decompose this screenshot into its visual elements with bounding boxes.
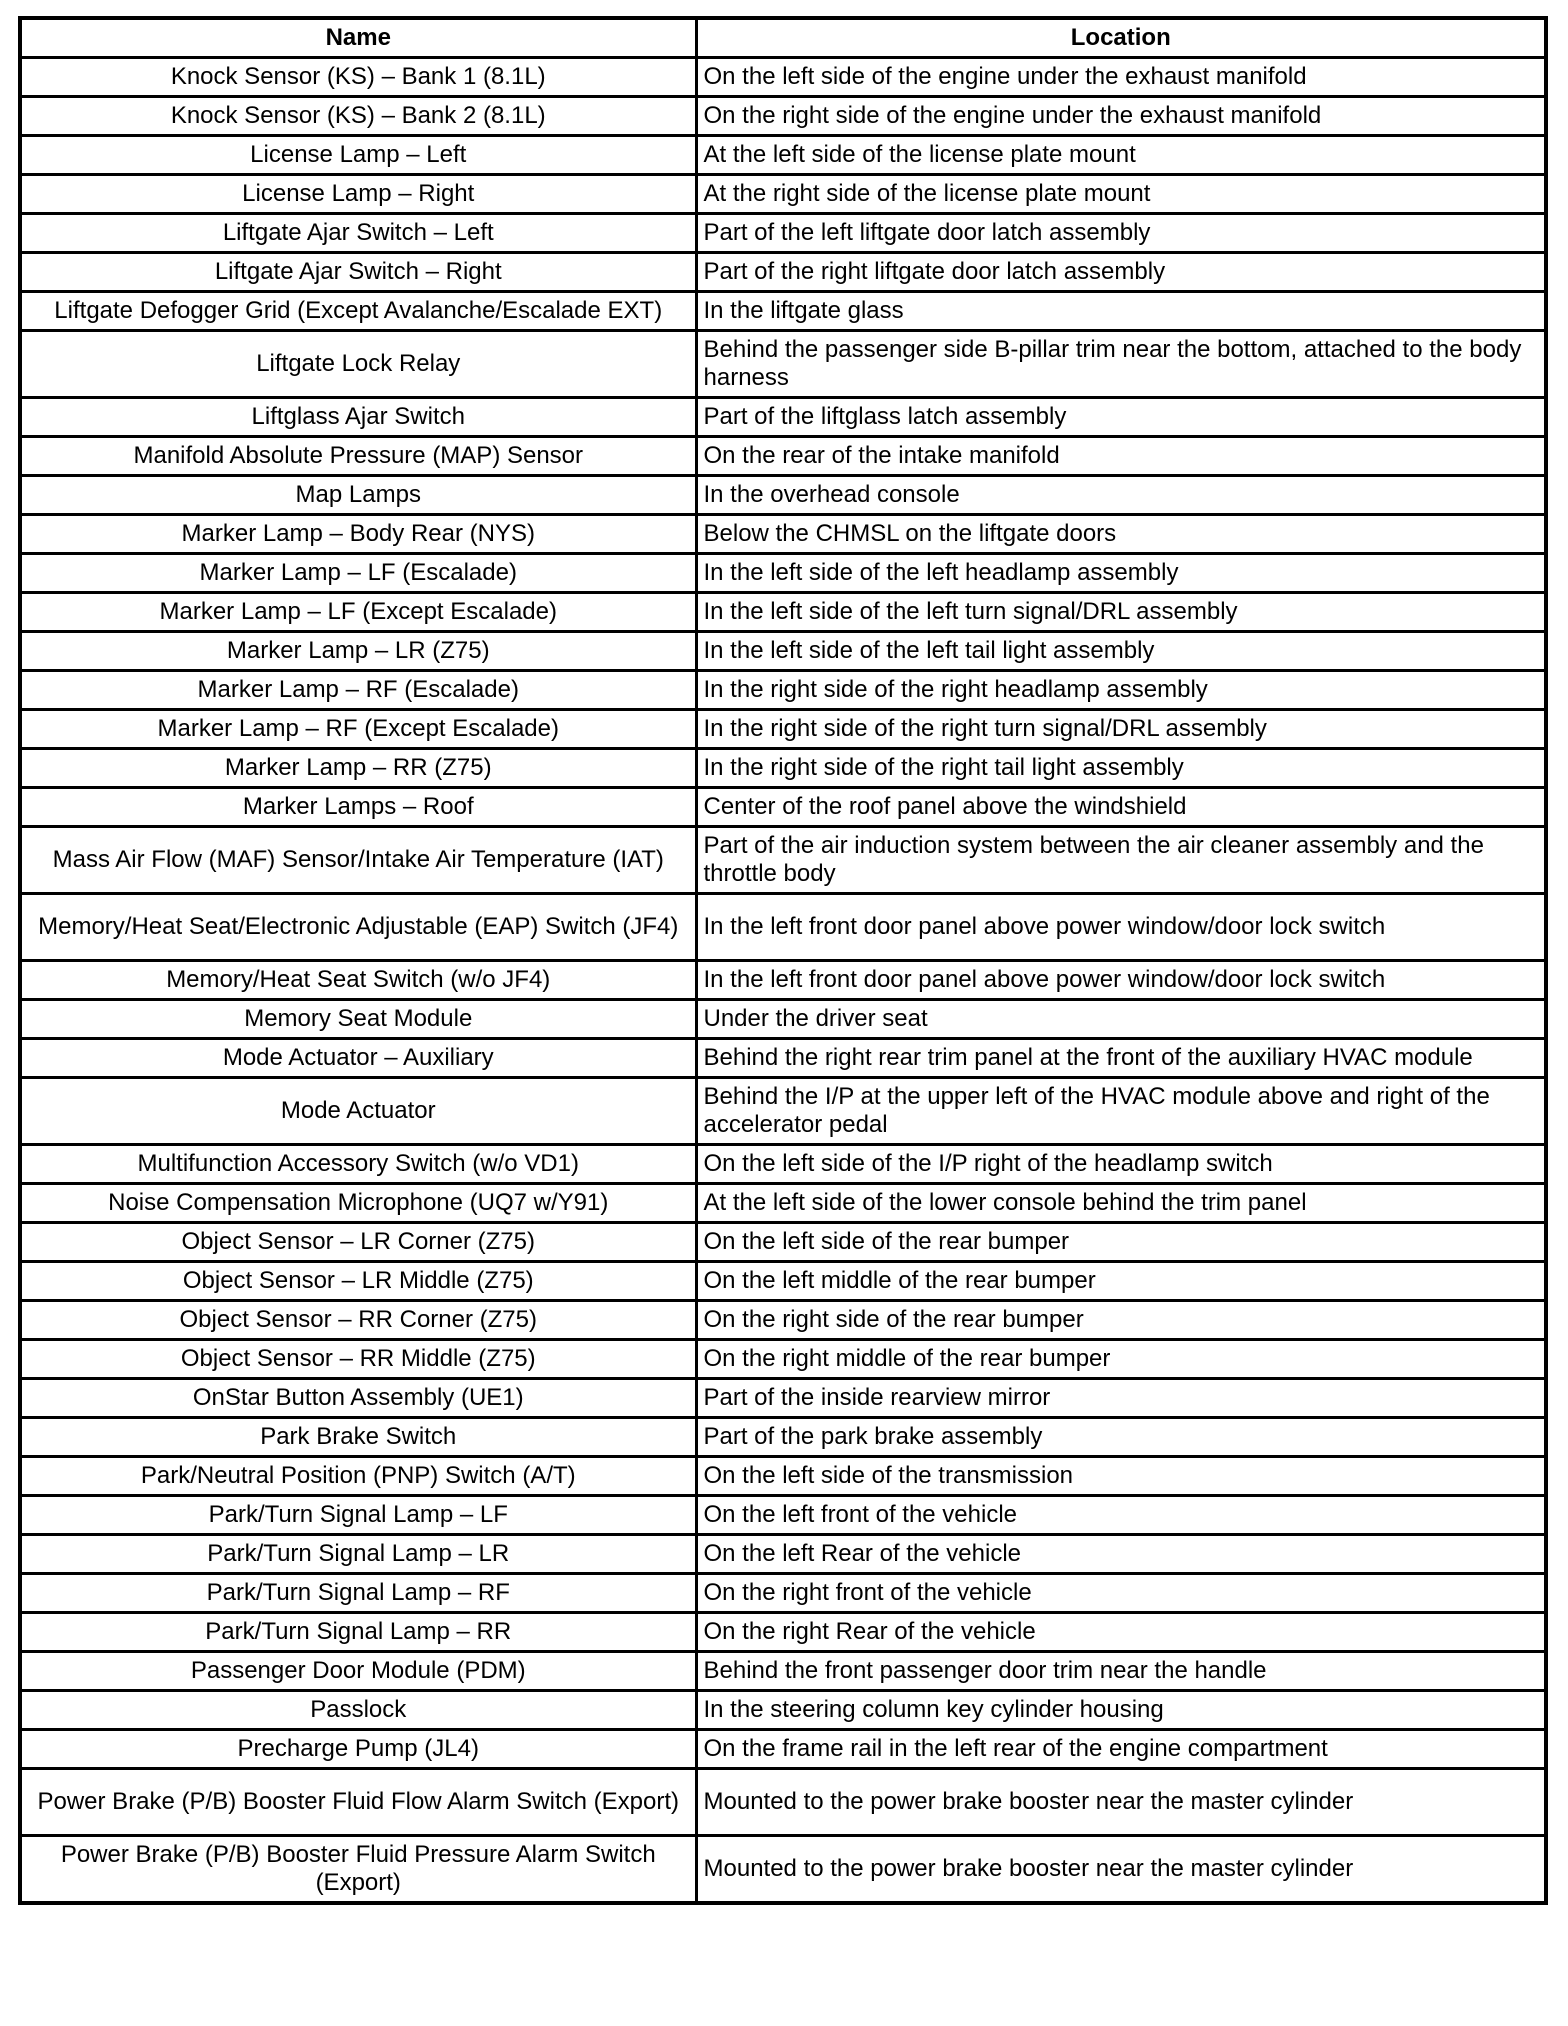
- component-location-cell: On the right side of the rear bumper: [696, 1301, 1546, 1340]
- component-name-cell: Passlock: [20, 1691, 696, 1730]
- table-row: [20, 1652, 1546, 1691]
- component-location-cell: Under the driver seat: [696, 1000, 1546, 1039]
- table-row: [20, 1145, 1546, 1184]
- component-name-cell: Liftgate Defogger Grid (Except Avalanche/Escalade EXT): [20, 292, 696, 331]
- component-name-cell: Marker Lamp – RF (Except Escalade): [20, 710, 696, 749]
- component-location-cell: Part of the air induction system between the air cleaner assembly and the throttle body: [696, 827, 1546, 894]
- component-location-cell: Part of the park brake assembly: [696, 1418, 1546, 1457]
- component-name-cell: Noise Compensation Microphone (UQ7 w/Y91): [20, 1184, 696, 1223]
- component-location-cell: Behind the right rear trim panel at the front of the auxiliary HVAC module: [696, 1039, 1546, 1078]
- component-name-cell: Passenger Door Module (PDM): [20, 1652, 696, 1691]
- component-name-cell: Liftglass Ajar Switch: [20, 398, 696, 437]
- component-name-cell: Marker Lamp – LF (Except Escalade): [20, 593, 696, 632]
- component-name-cell: Liftgate Ajar Switch – Left: [20, 214, 696, 253]
- component-location-cell: In the overhead console: [696, 476, 1546, 515]
- table-row: [20, 710, 1546, 749]
- component-name-cell: Liftgate Ajar Switch – Right: [20, 253, 696, 292]
- component-name-cell: Knock Sensor (KS) – Bank 1 (8.1L): [20, 58, 696, 97]
- component-name-cell: Marker Lamps – Roof: [20, 788, 696, 827]
- component-name-cell: Object Sensor – LR Middle (Z75): [20, 1262, 696, 1301]
- component-name-cell: Precharge Pump (JL4): [20, 1730, 696, 1769]
- component-location-cell: At the left side of the lower console behind the trim panel: [696, 1184, 1546, 1223]
- table-row: [20, 1184, 1546, 1223]
- component-location-cell: Behind the passenger side B-pillar trim near the bottom, attached to the body harness: [696, 331, 1546, 398]
- component-name-cell: Memory/Heat Seat Switch (w/o JF4): [20, 961, 696, 1000]
- component-location-cell: Behind the front passenger door trim near the handle: [696, 1652, 1546, 1691]
- component-location-cell: On the rear of the intake manifold: [696, 437, 1546, 476]
- table-row: [20, 476, 1546, 515]
- component-location-cell: On the left side of the rear bumper: [696, 1223, 1546, 1262]
- component-name-cell: Knock Sensor (KS) – Bank 2 (8.1L): [20, 97, 696, 136]
- table-row: [20, 1496, 1546, 1535]
- component-location-cell: In the steering column key cylinder housing: [696, 1691, 1546, 1730]
- component-location-cell: On the right side of the engine under the exhaust manifold: [696, 97, 1546, 136]
- component-location-cell: Behind the I/P at the upper left of the HVAC module above and right of the accelerator pedal: [696, 1078, 1546, 1145]
- component-location-cell: On the left middle of the rear bumper: [696, 1262, 1546, 1301]
- table-row: [20, 515, 1546, 554]
- table-row: [20, 1730, 1546, 1769]
- table-row: [20, 788, 1546, 827]
- component-location-cell: On the right front of the vehicle: [696, 1574, 1546, 1613]
- component-name-cell: Object Sensor – RR Corner (Z75): [20, 1301, 696, 1340]
- component-location-cell: Mounted to the power brake booster near the master cylinder: [696, 1769, 1546, 1836]
- component-name-cell: Park/Turn Signal Lamp – RF: [20, 1574, 696, 1613]
- component-name-cell: Marker Lamp – LF (Escalade): [20, 554, 696, 593]
- component-name-cell: Park/Neutral Position (PNP) Switch (A/T): [20, 1457, 696, 1496]
- component-name-cell: Memory Seat Module: [20, 1000, 696, 1039]
- table-row: [20, 894, 1546, 961]
- component-location-cell: At the right side of the license plate mount: [696, 175, 1546, 214]
- table-row: [20, 398, 1546, 437]
- component-name-cell: Marker Lamp – Body Rear (NYS): [20, 515, 696, 554]
- component-location-cell: In the left side of the left tail light assembly: [696, 632, 1546, 671]
- column-header-location: Location: [696, 18, 1546, 58]
- component-location-cell: In the right side of the right headlamp assembly: [696, 671, 1546, 710]
- table-row: [20, 1340, 1546, 1379]
- component-location-cell: Center of the roof panel above the windshield: [696, 788, 1546, 827]
- component-name-cell: Park/Turn Signal Lamp – LR: [20, 1535, 696, 1574]
- component-location-cell: In the right side of the right tail light assembly: [696, 749, 1546, 788]
- component-location-cell: Part of the left liftgate door latch assembly: [696, 214, 1546, 253]
- component-name-cell: Park/Turn Signal Lamp – LF: [20, 1496, 696, 1535]
- table-row: [20, 1613, 1546, 1652]
- table-body: [20, 58, 1546, 1904]
- table-row: [20, 58, 1546, 97]
- component-location-cell: On the right Rear of the vehicle: [696, 1613, 1546, 1652]
- component-location-cell: At the left side of the license plate mount: [696, 136, 1546, 175]
- table-row: [20, 97, 1546, 136]
- table-row: [20, 437, 1546, 476]
- table-row: [20, 827, 1546, 894]
- component-name-cell: Power Brake (P/B) Booster Fluid Flow Alarm Switch (Export): [20, 1769, 696, 1836]
- component-location-cell: On the left side of the I/P right of the headlamp switch: [696, 1145, 1546, 1184]
- table-row: [20, 136, 1546, 175]
- component-location-cell: On the left front of the vehicle: [696, 1496, 1546, 1535]
- component-location-cell: On the right middle of the rear bumper: [696, 1340, 1546, 1379]
- component-name-cell: Power Brake (P/B) Booster Fluid Pressure Alarm Switch (Export): [20, 1836, 696, 1904]
- table-row: [20, 749, 1546, 788]
- component-location-cell: Part of the right liftgate door latch assembly: [696, 253, 1546, 292]
- component-name-cell: License Lamp – Left: [20, 136, 696, 175]
- component-location-cell: Below the CHMSL on the liftgate doors: [696, 515, 1546, 554]
- table-row: [20, 1039, 1546, 1078]
- table-row: [20, 1418, 1546, 1457]
- component-name-cell: Multifunction Accessory Switch (w/o VD1): [20, 1145, 696, 1184]
- table-row: [20, 1078, 1546, 1145]
- component-name-cell: OnStar Button Assembly (UE1): [20, 1379, 696, 1418]
- table-row: [20, 1535, 1546, 1574]
- table-row: [20, 1379, 1546, 1418]
- table-row: [20, 1769, 1546, 1836]
- component-location-cell: Part of the liftglass latch assembly: [696, 398, 1546, 437]
- table-row: [20, 671, 1546, 710]
- table-row: [20, 1836, 1546, 1904]
- component-location-cell: In the liftgate glass: [696, 292, 1546, 331]
- table-row: [20, 175, 1546, 214]
- component-location-cell: In the left side of the left turn signal/DRL assembly: [696, 593, 1546, 632]
- table-row: [20, 1262, 1546, 1301]
- component-name-cell: Marker Lamp – LR (Z75): [20, 632, 696, 671]
- table-row: [20, 331, 1546, 398]
- component-location-cell: On the left side of the transmission: [696, 1457, 1546, 1496]
- component-name-cell: Mode Actuator – Auxiliary: [20, 1039, 696, 1078]
- component-location-cell: Mounted to the power brake booster near the master cylinder: [696, 1836, 1546, 1904]
- table-row: [20, 1301, 1546, 1340]
- table-row: [20, 292, 1546, 331]
- component-name-cell: License Lamp – Right: [20, 175, 696, 214]
- table-row: [20, 1691, 1546, 1730]
- component-name-cell: Object Sensor – RR Middle (Z75): [20, 1340, 696, 1379]
- component-location-cell: In the left front door panel above power window/door lock switch: [696, 961, 1546, 1000]
- component-name-cell: Park Brake Switch: [20, 1418, 696, 1457]
- component-location-cell: On the left side of the engine under the exhaust manifold: [696, 58, 1546, 97]
- component-location-cell: On the left Rear of the vehicle: [696, 1535, 1546, 1574]
- component-location-cell: In the left front door panel above power window/door lock switch: [696, 894, 1546, 961]
- column-header-name: Name: [20, 18, 696, 58]
- component-name-cell: Marker Lamp – RF (Escalade): [20, 671, 696, 710]
- table-row: [20, 1000, 1546, 1039]
- table-row: [20, 554, 1546, 593]
- component-name-cell: Liftgate Lock Relay: [20, 331, 696, 398]
- header-row: [20, 18, 1546, 58]
- component-location-cell: On the frame rail in the left rear of the engine compartment: [696, 1730, 1546, 1769]
- table-row: [20, 253, 1546, 292]
- component-location-cell: In the right side of the right turn signal/DRL assembly: [696, 710, 1546, 749]
- table-row: [20, 632, 1546, 671]
- component-name-cell: Mode Actuator: [20, 1078, 696, 1145]
- component-name-cell: Object Sensor – LR Corner (Z75): [20, 1223, 696, 1262]
- component-location-cell: Part of the inside rearview mirror: [696, 1379, 1546, 1418]
- table-row: [20, 214, 1546, 253]
- table-row: [20, 1223, 1546, 1262]
- table-row: [20, 961, 1546, 1000]
- component-name-cell: Manifold Absolute Pressure (MAP) Sensor: [20, 437, 696, 476]
- component-name-cell: Mass Air Flow (MAF) Sensor/Intake Air Temperature (IAT): [20, 827, 696, 894]
- component-name-cell: Marker Lamp – RR (Z75): [20, 749, 696, 788]
- table-row: [20, 1574, 1546, 1613]
- component-name-cell: Map Lamps: [20, 476, 696, 515]
- component-location-table: [18, 16, 1548, 1905]
- component-location-cell: In the left side of the left headlamp assembly: [696, 554, 1546, 593]
- component-name-cell: Park/Turn Signal Lamp – RR: [20, 1613, 696, 1652]
- table-row: [20, 593, 1546, 632]
- table-row: [20, 1457, 1546, 1496]
- component-name-cell: Memory/Heat Seat/Electronic Adjustable (EAP) Switch (JF4): [20, 894, 696, 961]
